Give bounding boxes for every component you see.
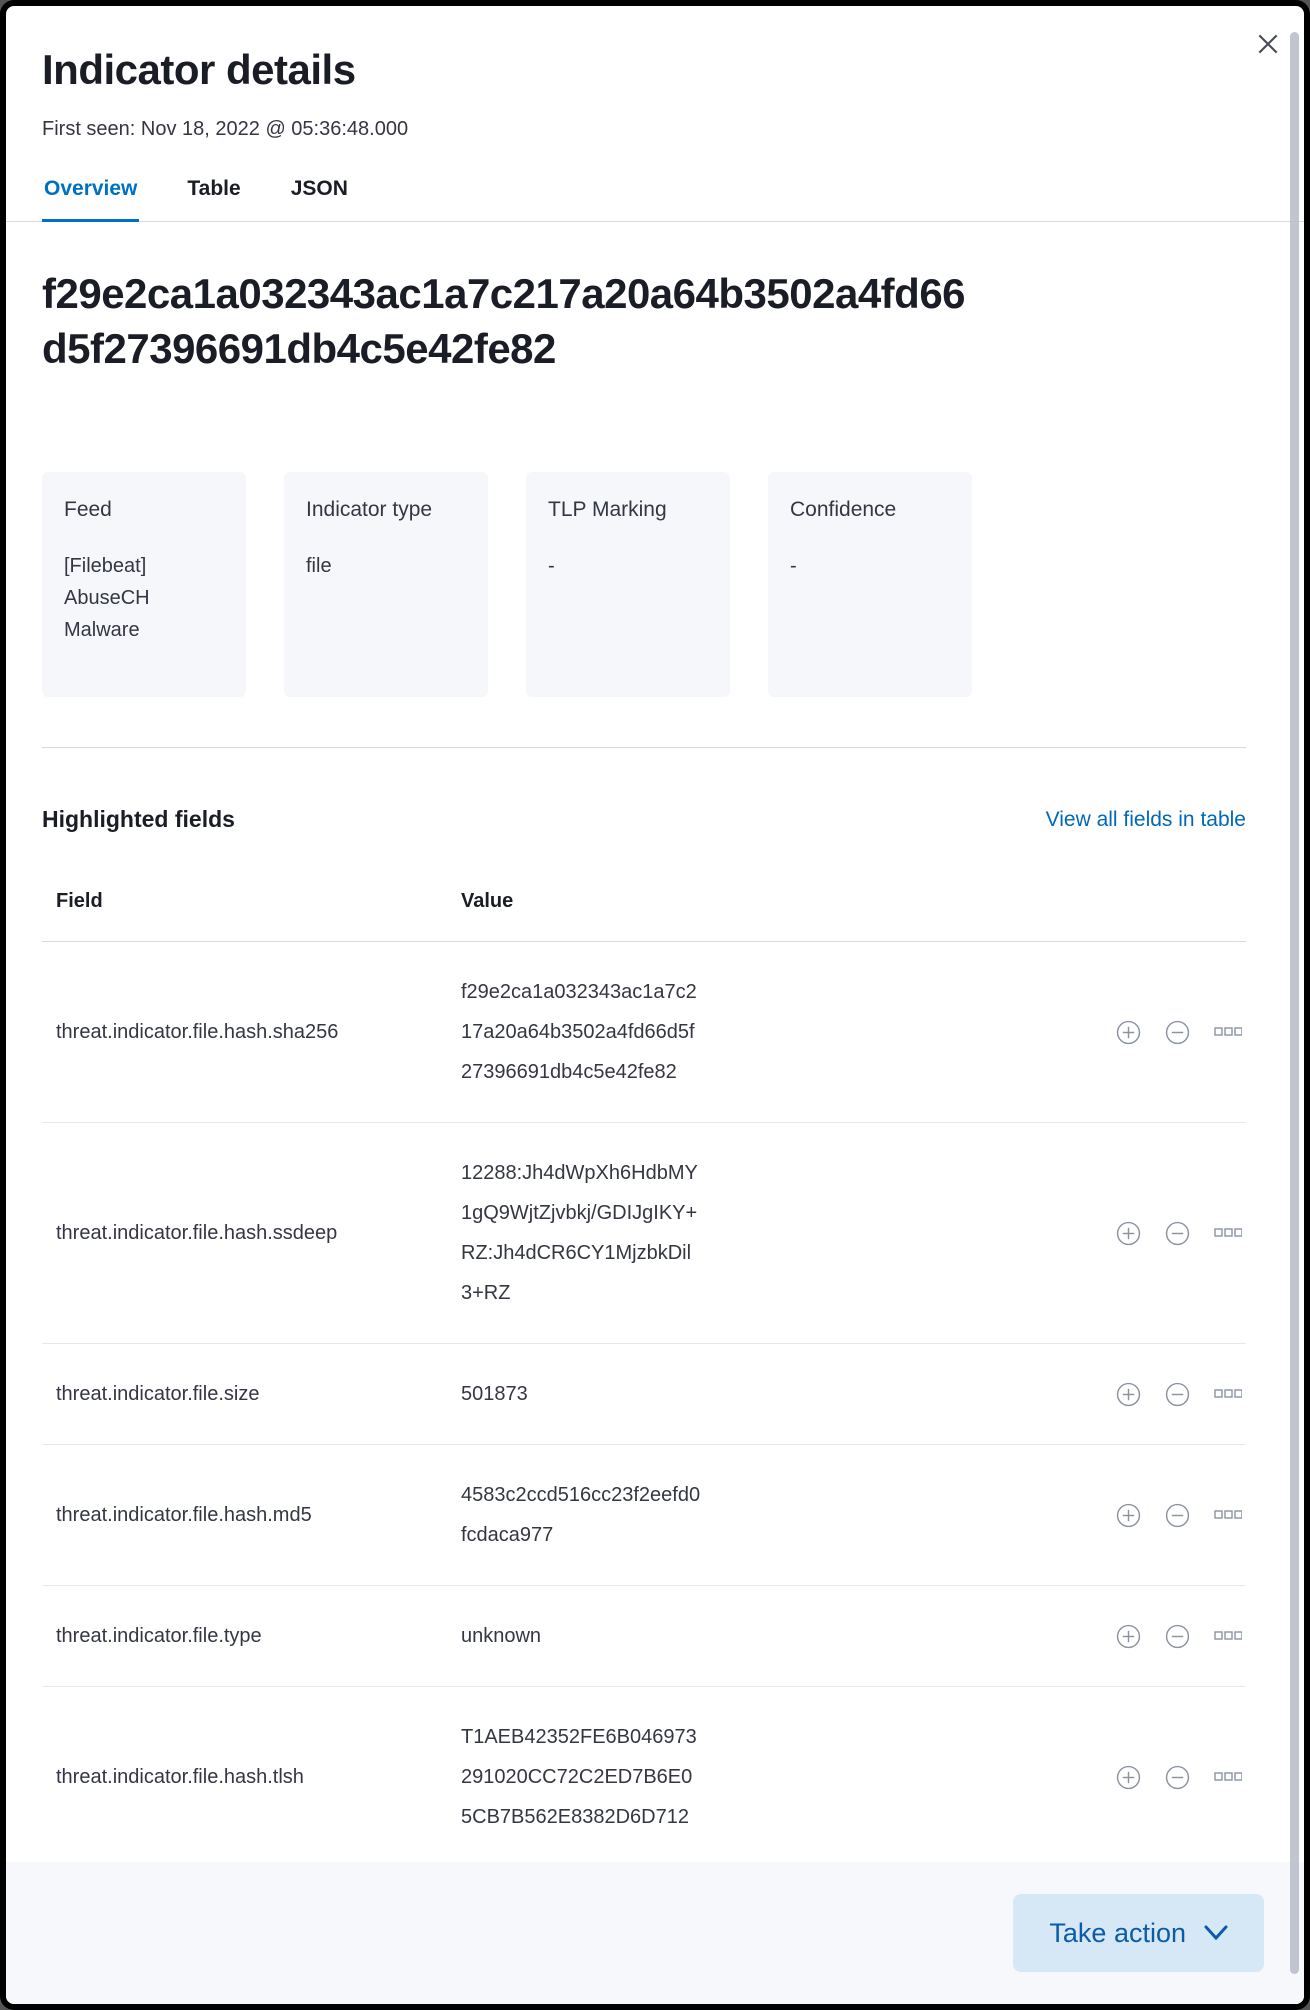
filter-in-button[interactable]: [1116, 1221, 1141, 1246]
more-actions-button[interactable]: [1214, 1389, 1242, 1399]
filter-in-button[interactable]: [1116, 1765, 1141, 1790]
field-value: 12288:Jh4dWpXh6HdbMY1gQ9WjtZjvbkj/GDIJgIKY+RZ:Jh4dCR6CY1MjzbkDil3+RZ: [461, 1162, 698, 1304]
filter-out-button[interactable]: [1165, 1221, 1190, 1246]
boxes-horizontal-icon: [1214, 1027, 1242, 1037]
first-seen-text: First seen: Nov 18, 2022 @ 05:36:48.000: [42, 118, 409, 140]
boxes-horizontal-icon: [1214, 1389, 1242, 1399]
minus-circle-icon: [1165, 1020, 1190, 1045]
card-value: file: [306, 555, 332, 577]
card-feed: [42, 472, 246, 697]
table-row: [42, 1687, 1246, 1867]
filter-in-button[interactable]: [1116, 1624, 1141, 1649]
more-actions-button[interactable]: [1214, 1027, 1242, 1037]
card-value: -: [790, 555, 797, 577]
boxes-horizontal-icon: [1214, 1631, 1242, 1641]
field-name: threat.indicator.file.hash.sha256: [56, 1021, 339, 1043]
tab-overview[interactable]: Overview: [42, 171, 139, 222]
plus-circle-icon: [1116, 1221, 1141, 1246]
field-name: threat.indicator.file.type: [56, 1625, 262, 1647]
row-actions: [1116, 1020, 1246, 1045]
close-button[interactable]: [1246, 22, 1290, 66]
field-name: threat.indicator.file.size: [56, 1383, 260, 1405]
field-value: T1AEB42352FE6B046973291020CC72C2ED7B6E05CB7B562E8382D6D712: [461, 1726, 697, 1828]
more-actions-button[interactable]: [1214, 1631, 1242, 1641]
row-actions: [1116, 1221, 1246, 1246]
card-label: Indicator type: [306, 498, 433, 521]
filter-in-button[interactable]: [1116, 1503, 1141, 1528]
indicator-details-flyout: [6, 6, 1304, 2004]
filter-out-button[interactable]: [1165, 1382, 1190, 1407]
boxes-horizontal-icon: [1214, 1228, 1242, 1238]
minus-circle-icon: [1165, 1221, 1190, 1246]
table-row: [42, 1344, 1246, 1445]
row-actions: [1116, 1382, 1246, 1407]
column-header-value: Value: [461, 890, 514, 912]
field-value: unknown: [461, 1625, 542, 1647]
flyout-footer: [6, 1862, 1304, 2004]
minus-circle-icon: [1165, 1382, 1190, 1407]
take-action-button[interactable]: [1013, 1894, 1264, 1972]
field-value: 501873: [461, 1383, 528, 1405]
minus-circle-icon: [1165, 1624, 1190, 1649]
view-all-fields-link[interactable]: View all fields in table: [1045, 807, 1246, 831]
summary-cards: [42, 472, 972, 697]
card-label: Confidence: [790, 498, 897, 521]
plus-circle-icon: [1116, 1382, 1141, 1407]
plus-circle-icon: [1116, 1020, 1141, 1045]
tab-table[interactable]: Table: [185, 171, 242, 222]
row-actions: [1116, 1765, 1246, 1790]
boxes-horizontal-icon: [1214, 1772, 1242, 1782]
field-value: f29e2ca1a032343ac1a7c217a20a64b3502a4fd66d5f27396691db4c5e42fe82: [461, 981, 697, 1083]
row-actions: [1116, 1624, 1246, 1649]
field-name: threat.indicator.file.hash.ssdeep: [56, 1222, 338, 1244]
more-actions-button[interactable]: [1214, 1772, 1242, 1782]
filter-in-button[interactable]: [1116, 1382, 1141, 1407]
table-row: [42, 1586, 1246, 1687]
tab-bar: [6, 171, 1304, 222]
minus-circle-icon: [1165, 1765, 1190, 1790]
page-title: Indicator details: [42, 46, 356, 93]
table-row: [42, 1123, 1246, 1344]
vertical-scrollbar[interactable]: [1290, 32, 1299, 1974]
field-name: threat.indicator.file.hash.tlsh: [56, 1766, 304, 1788]
field-value: 4583c2ccd516cc23f2eefd0fcdaca977: [461, 1484, 701, 1546]
tab-json[interactable]: JSON: [289, 171, 350, 222]
card-value: -: [548, 555, 555, 577]
filter-out-button[interactable]: [1165, 1624, 1190, 1649]
flyout-header: [6, 6, 1304, 141]
more-actions-button[interactable]: [1214, 1510, 1242, 1520]
more-actions-button[interactable]: [1214, 1228, 1242, 1238]
card-confidence: [768, 472, 972, 697]
filter-out-button[interactable]: [1165, 1503, 1190, 1528]
filter-out-button[interactable]: [1165, 1020, 1190, 1045]
card-value: [Filebeat] AbuseCH Malware: [64, 555, 150, 641]
table-row: [42, 942, 1246, 1123]
minus-circle-icon: [1165, 1503, 1190, 1528]
indicator-hash-title: f29e2ca1a032343ac1a7c217a20a64b3502a4fd66d5f27396691db4c5e42fe82: [42, 270, 966, 372]
row-actions: [1116, 1503, 1246, 1528]
flyout-body: [6, 266, 1304, 1867]
filter-in-button[interactable]: [1116, 1020, 1141, 1045]
card-label: TLP Marking: [548, 498, 667, 521]
plus-circle-icon: [1116, 1503, 1141, 1528]
table-header-row: [42, 867, 1246, 942]
highlighted-fields-heading: Highlighted fields: [42, 806, 235, 832]
section-divider: [42, 747, 1246, 748]
filter-out-button[interactable]: [1165, 1765, 1190, 1790]
plus-circle-icon: [1116, 1765, 1141, 1790]
plus-circle-icon: [1116, 1624, 1141, 1649]
highlighted-fields-header: [42, 806, 1246, 833]
card-label: Feed: [64, 498, 112, 521]
take-action-label: Take action: [1049, 1917, 1186, 1948]
column-header-field: Field: [56, 890, 103, 912]
table-row: [42, 1445, 1246, 1586]
close-icon: [1255, 31, 1281, 57]
field-name: threat.indicator.file.hash.md5: [56, 1504, 312, 1526]
card-indicator-type: [284, 472, 488, 697]
highlighted-fields-table: [42, 867, 1246, 1867]
chevron-down-icon: [1204, 1925, 1228, 1941]
card-tlp-marking: [526, 472, 730, 697]
boxes-horizontal-icon: [1214, 1510, 1242, 1520]
